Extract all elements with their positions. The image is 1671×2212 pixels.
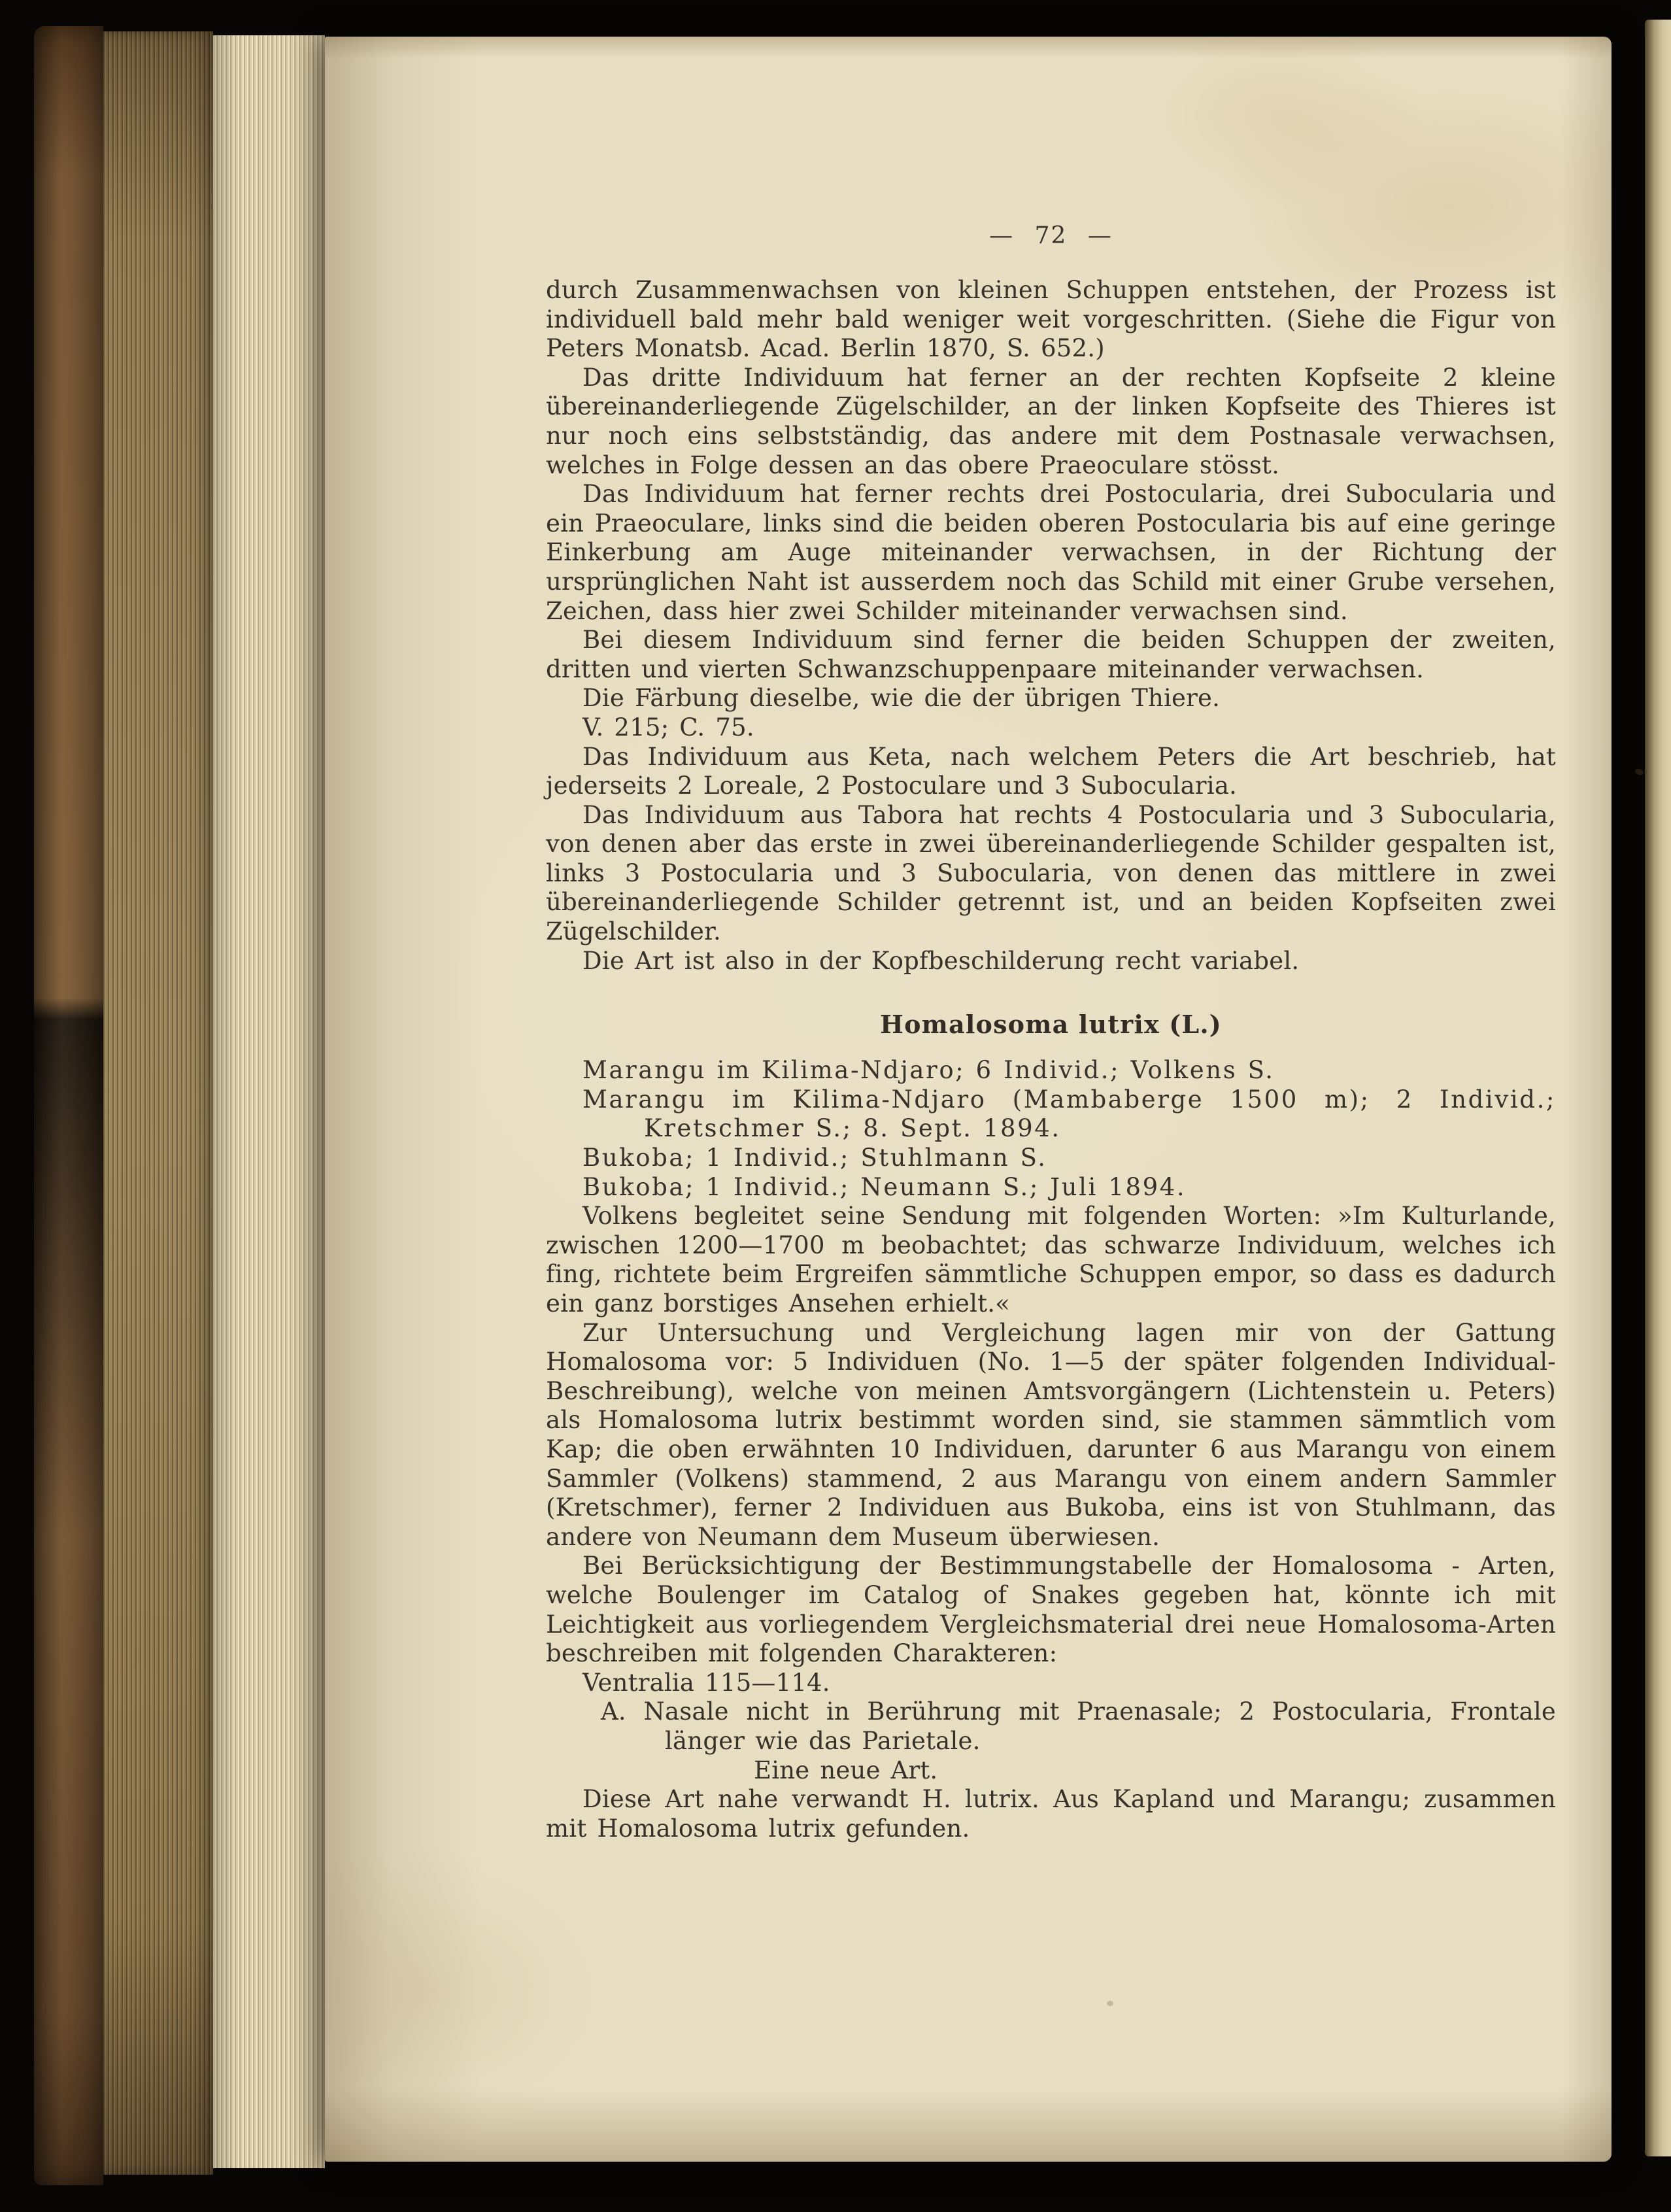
facing-page-edge <box>1645 20 1671 2156</box>
paragraph: Bei Berücksichtigung der Bestimmungstabelle der Homalosoma - Arten, welche Boulenger im Catalog of Snakes gegeben hat, könnte ich mit Leichtigkeit aus vorliegendem Vergleichsmaterial drei neue Homalosoma-Arten beschreiben mit folgenden Charakteren: <box>546 1552 1556 1668</box>
paragraph: Das dritte Individuum hat ferner an der rechten Kopfseite 2 kleine übereinanderliegende Zügelschilder, an der linken Kopfseite des Thieres ist nur noch eins selbstständig, das andere mit dem Postnasale verwachsen, welches in Folge dessen an das obere Praeoculare stösst. <box>546 363 1556 479</box>
specimen-record: Bukoba; 1 Individ.; Neumann S.; Juli 1894. <box>582 1172 1187 1201</box>
paragraph: durch Zusammenwachsen von kleinen Schuppen entstehen, der Prozess ist individuell bald mehr bald weniger weit vorgeschritten. (Siehe die Figur von Peters Monatsb. Acad. Berlin 1870, S. 652.) <box>546 276 1556 363</box>
ink-speck <box>1634 768 1644 776</box>
paragraph: Das Individuum aus Keta, nach welchem Peters die Art beschrieb, hat jederseits 2 Loreale, 2 Postoculare und 3 Subocularia. <box>546 742 1556 800</box>
ink-speck <box>1107 2001 1113 2006</box>
section-heading: Homalosoma lutrix (L.) <box>880 1010 1222 1040</box>
paragraph: Diese Art nahe verwandt H. lutrix. Aus Kapland und Marangu; zusammen mit Homalosoma lutrix gefunden. <box>546 1785 1556 1843</box>
paragraph: Volkens begleitet seine Sendung mit folgenden Worten: »Im Kulturlande, zwischen 1200—1700 m beobachtet; das schwarze Individuum, welches ich fing, richtete beim Ergreifen sämmtliche Schuppen empor, so dass es dadurch ein ganz borstiges Ansehen erhielt.« <box>546 1202 1556 1318</box>
specimen-record: Bukoba; 1 Individ.; Stuhlmann S. <box>582 1144 1047 1172</box>
paragraph: Die Färbung dieselbe, wie die der übrigen Thiere. <box>582 684 1221 713</box>
book-cover-spine <box>34 26 103 2185</box>
page-block-edge-shadowed <box>103 31 213 2175</box>
page-edges-stack <box>213 35 325 2168</box>
paragraph: Das Individuum hat ferner rechts drei Postocularia, drei Subocularia und ein Praeoculare, links sind die beiden oberen Postocularia bis auf eine geringe Einkerbung am Auge miteinander verwachsen, in der Richtung der ursprünglichen Naht ist ausserdem noch das Schild mit einer Grube versehen, Zeichen, dass hier zwei Schilder miteinander verwachsen sind. <box>546 480 1556 625</box>
text-column <box>546 276 1556 1843</box>
paragraph: Zur Untersuchung und Vergleichung lagen mir von der Gattung Homalosoma vor: 5 Individuen (No. 1—5 der später folgenden Individual-Beschreibung), welche von meinen Amtsvorgängern (Lichtenstein u. Peters) als Homalosoma lutrix bestimmt worden sind, sie stammen sämmtlich vom Kap; die oben erwähnten 10 Individuen, darunter 6 aus Marangu von einem Sammler (Volkens) stammend, 2 aus Marangu von einem andern Sammler (Kretschmer), ferner 2 Individuen aus Bukoba, eins ist von Stuhlmann, das andere von Neumann dem Museum überwiesen. <box>546 1318 1556 1551</box>
specimen-record: Marangu im Kilima-Ndjaro (Mambaberge 1500 m); 2 Individ.; Kretschmer S.; 8. Sept. 1894. <box>582 1085 1556 1143</box>
scanned-page <box>325 37 1612 2162</box>
paragraph: Eine neue Art. <box>754 1756 938 1784</box>
paragraph: Die Art ist also in der Kopfbeschilderung recht variabel. <box>582 946 1300 975</box>
page-number: — 72 — <box>989 222 1113 249</box>
paragraph: Bei diesem Individuum sind ferner die beiden Schuppen der zweiten, dritten und vierten Schwanzschuppenpaare miteinander verwachsen. <box>546 626 1556 683</box>
paragraph-counts: V. 215; C. 75. <box>582 713 754 741</box>
paragraph: Das Individuum aus Tabora hat rechts 4 Postocularia und 3 Subocularia, von denen aber das erste in zwei übereinanderliegende Schilder gespalten ist, links 3 Postocularia und 3 Subocularia, von denen das mittlere in zwei übereinanderliegende Schilder getrennt ist, und an beiden Kopfseiten zwei Zügelschilder. <box>546 800 1556 946</box>
paragraph-counts: Ventralia 115—114. <box>582 1668 830 1697</box>
key-item: A. Nasale nicht in Berührung mit Praenasale; 2 Postocularia, Frontale länger wie das Parietale. <box>601 1697 1556 1755</box>
specimen-record: Marangu im Kilima-Ndjaro; 6 Individ.; Volkens S. <box>582 1056 1275 1085</box>
